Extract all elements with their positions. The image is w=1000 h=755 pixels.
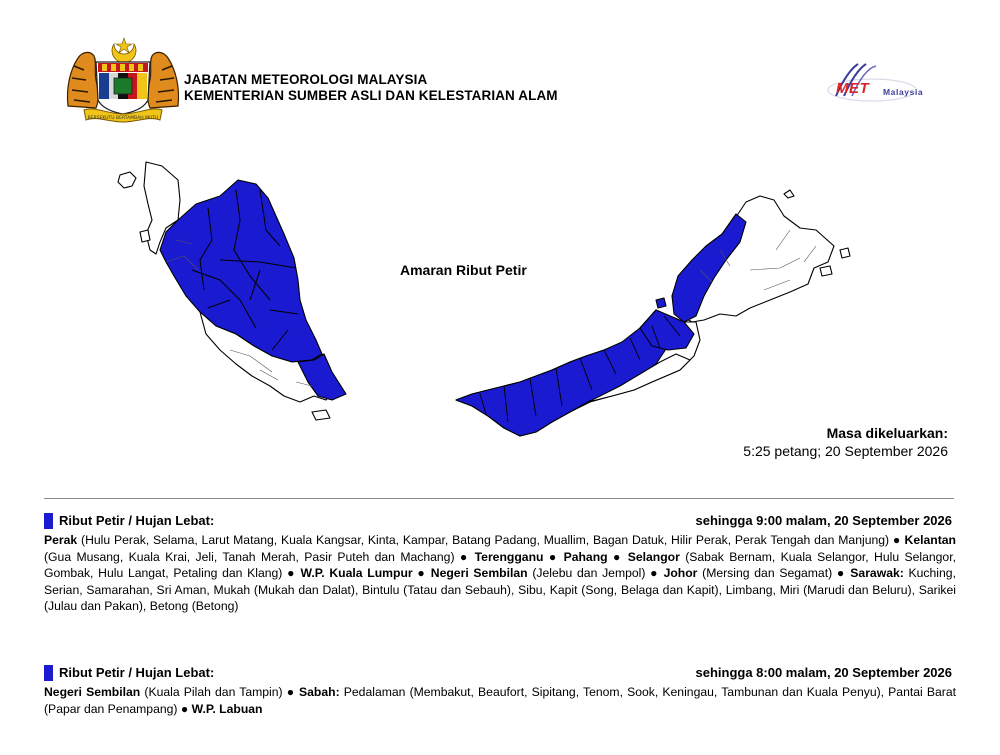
area-state: Kelantan — [904, 533, 956, 547]
area-districts: Pedalaman (Membakut, Beaufort, Sipitang, Tenom, Sook, Keningau, Tambunan dan Kuala Penyu), Pantai Barat (Papar dan Penampang) ● — [44, 685, 957, 716]
section-divider — [44, 498, 954, 499]
warning-title: Ribut Petir / Hujan Lebat: — [59, 665, 215, 680]
issued-time-value: 5:25 petang; 20 September 2026 — [743, 443, 948, 459]
warning-title: Ribut Petir / Hujan Lebat: — [59, 513, 215, 528]
warning-areas-text — [44, 684, 956, 717]
warning-map — [100, 150, 900, 470]
penang-island — [140, 230, 150, 242]
area-state: Selangor — [627, 549, 680, 564]
warning-valid-until: sehingga 9:00 malam, 20 September 2026 — [695, 513, 952, 528]
metmalaysia-logo-icon — [810, 60, 940, 108]
area-districts: (Sabak Bernam, Kuala Selangor, Hulu Selangor, Gombak, Hulu Langat, Petaling dan Klang) ● — [44, 549, 956, 581]
org-name-line1: JABATAN METEOROLOGI MALAYSIA — [184, 72, 428, 87]
svg-text:BERSEKUTU BERTAMBAH MUTU: BERSEKUTU BERTAMBAH MUTU — [87, 116, 159, 121]
area-state: Negeri Sembilan — [44, 685, 141, 699]
warning-header — [44, 512, 954, 530]
malaysia-logo-subtext: Malaysia — [883, 87, 924, 97]
warning-header — [44, 664, 954, 682]
area-state: Negeri Sembilan — [430, 566, 528, 581]
singapore-island — [312, 410, 330, 420]
map-title: Amaran Ribut Petir — [400, 262, 527, 278]
borneo-malaysia — [456, 190, 850, 436]
area-districts: (Hulu Perak, Selama, Larut Matang, Kuala Kangsar, Kinta, Kampar, Batang Padang, Muallim, Bagan Datuk, Hilir Perak, Perak Tengah dan Manjung) ● — [77, 533, 905, 547]
area-state: W.P. Labuan — [191, 701, 263, 716]
area-districts: ● — [607, 549, 628, 564]
area-state: Pahang — [563, 549, 608, 564]
area-districts: (Kuala Pilah dan Tampin) ● — [140, 685, 299, 699]
org-name-line2: KEMENTERIAN SUMBER ASLI DAN KELESTARIAN ALAM — [184, 88, 558, 103]
area-state: W.P. Kuala Lumpur — [300, 566, 413, 581]
area-districts: Kuching, Serian, Samarahan, Sri Aman, Mukah (Mukah dan Dalat), Bintulu (Tatau dan Sebauh), Sibu, Kapit (Song, Belaga dan Kapit), Limbang, Miri (Marudi dan Beluru), Sarikei (Julau dan Pakan), Betong (Betong) — [44, 566, 956, 614]
region-warned-peninsula — [160, 180, 322, 362]
area-state: Perak — [44, 533, 78, 547]
met-logo-text: MET — [836, 80, 870, 97]
warning-valid-until: sehingga 8:00 malam, 20 September 2026 — [695, 665, 952, 680]
langkawi-island — [118, 172, 136, 188]
area-state: Johor — [663, 566, 698, 581]
area-districts: (Jelebu dan Jempol) ● — [527, 566, 664, 581]
area-state: Sarawak: — [850, 566, 904, 581]
area-districts: ● — [412, 566, 431, 581]
area-state: Sabah: — [299, 685, 340, 699]
malaysia-coat-of-arms-icon — [64, 36, 182, 124]
labuan-island — [656, 298, 666, 308]
area-districts: ● — [543, 549, 564, 564]
area-districts: (Mersing dan Segamat) ● — [697, 566, 851, 581]
issued-time-label: Masa dikeluarkan: — [826, 425, 948, 441]
warning-color-marker — [44, 513, 53, 529]
peninsular-malaysia — [118, 162, 346, 420]
area-districts: (Gua Musang, Kuala Krai, Jeli, Tanah Merah, Pasir Puteh dan Machang) ● — [44, 549, 475, 564]
warning-areas-text — [44, 532, 956, 615]
warning-color-marker — [44, 665, 53, 681]
area-state: Terengganu — [474, 549, 544, 564]
